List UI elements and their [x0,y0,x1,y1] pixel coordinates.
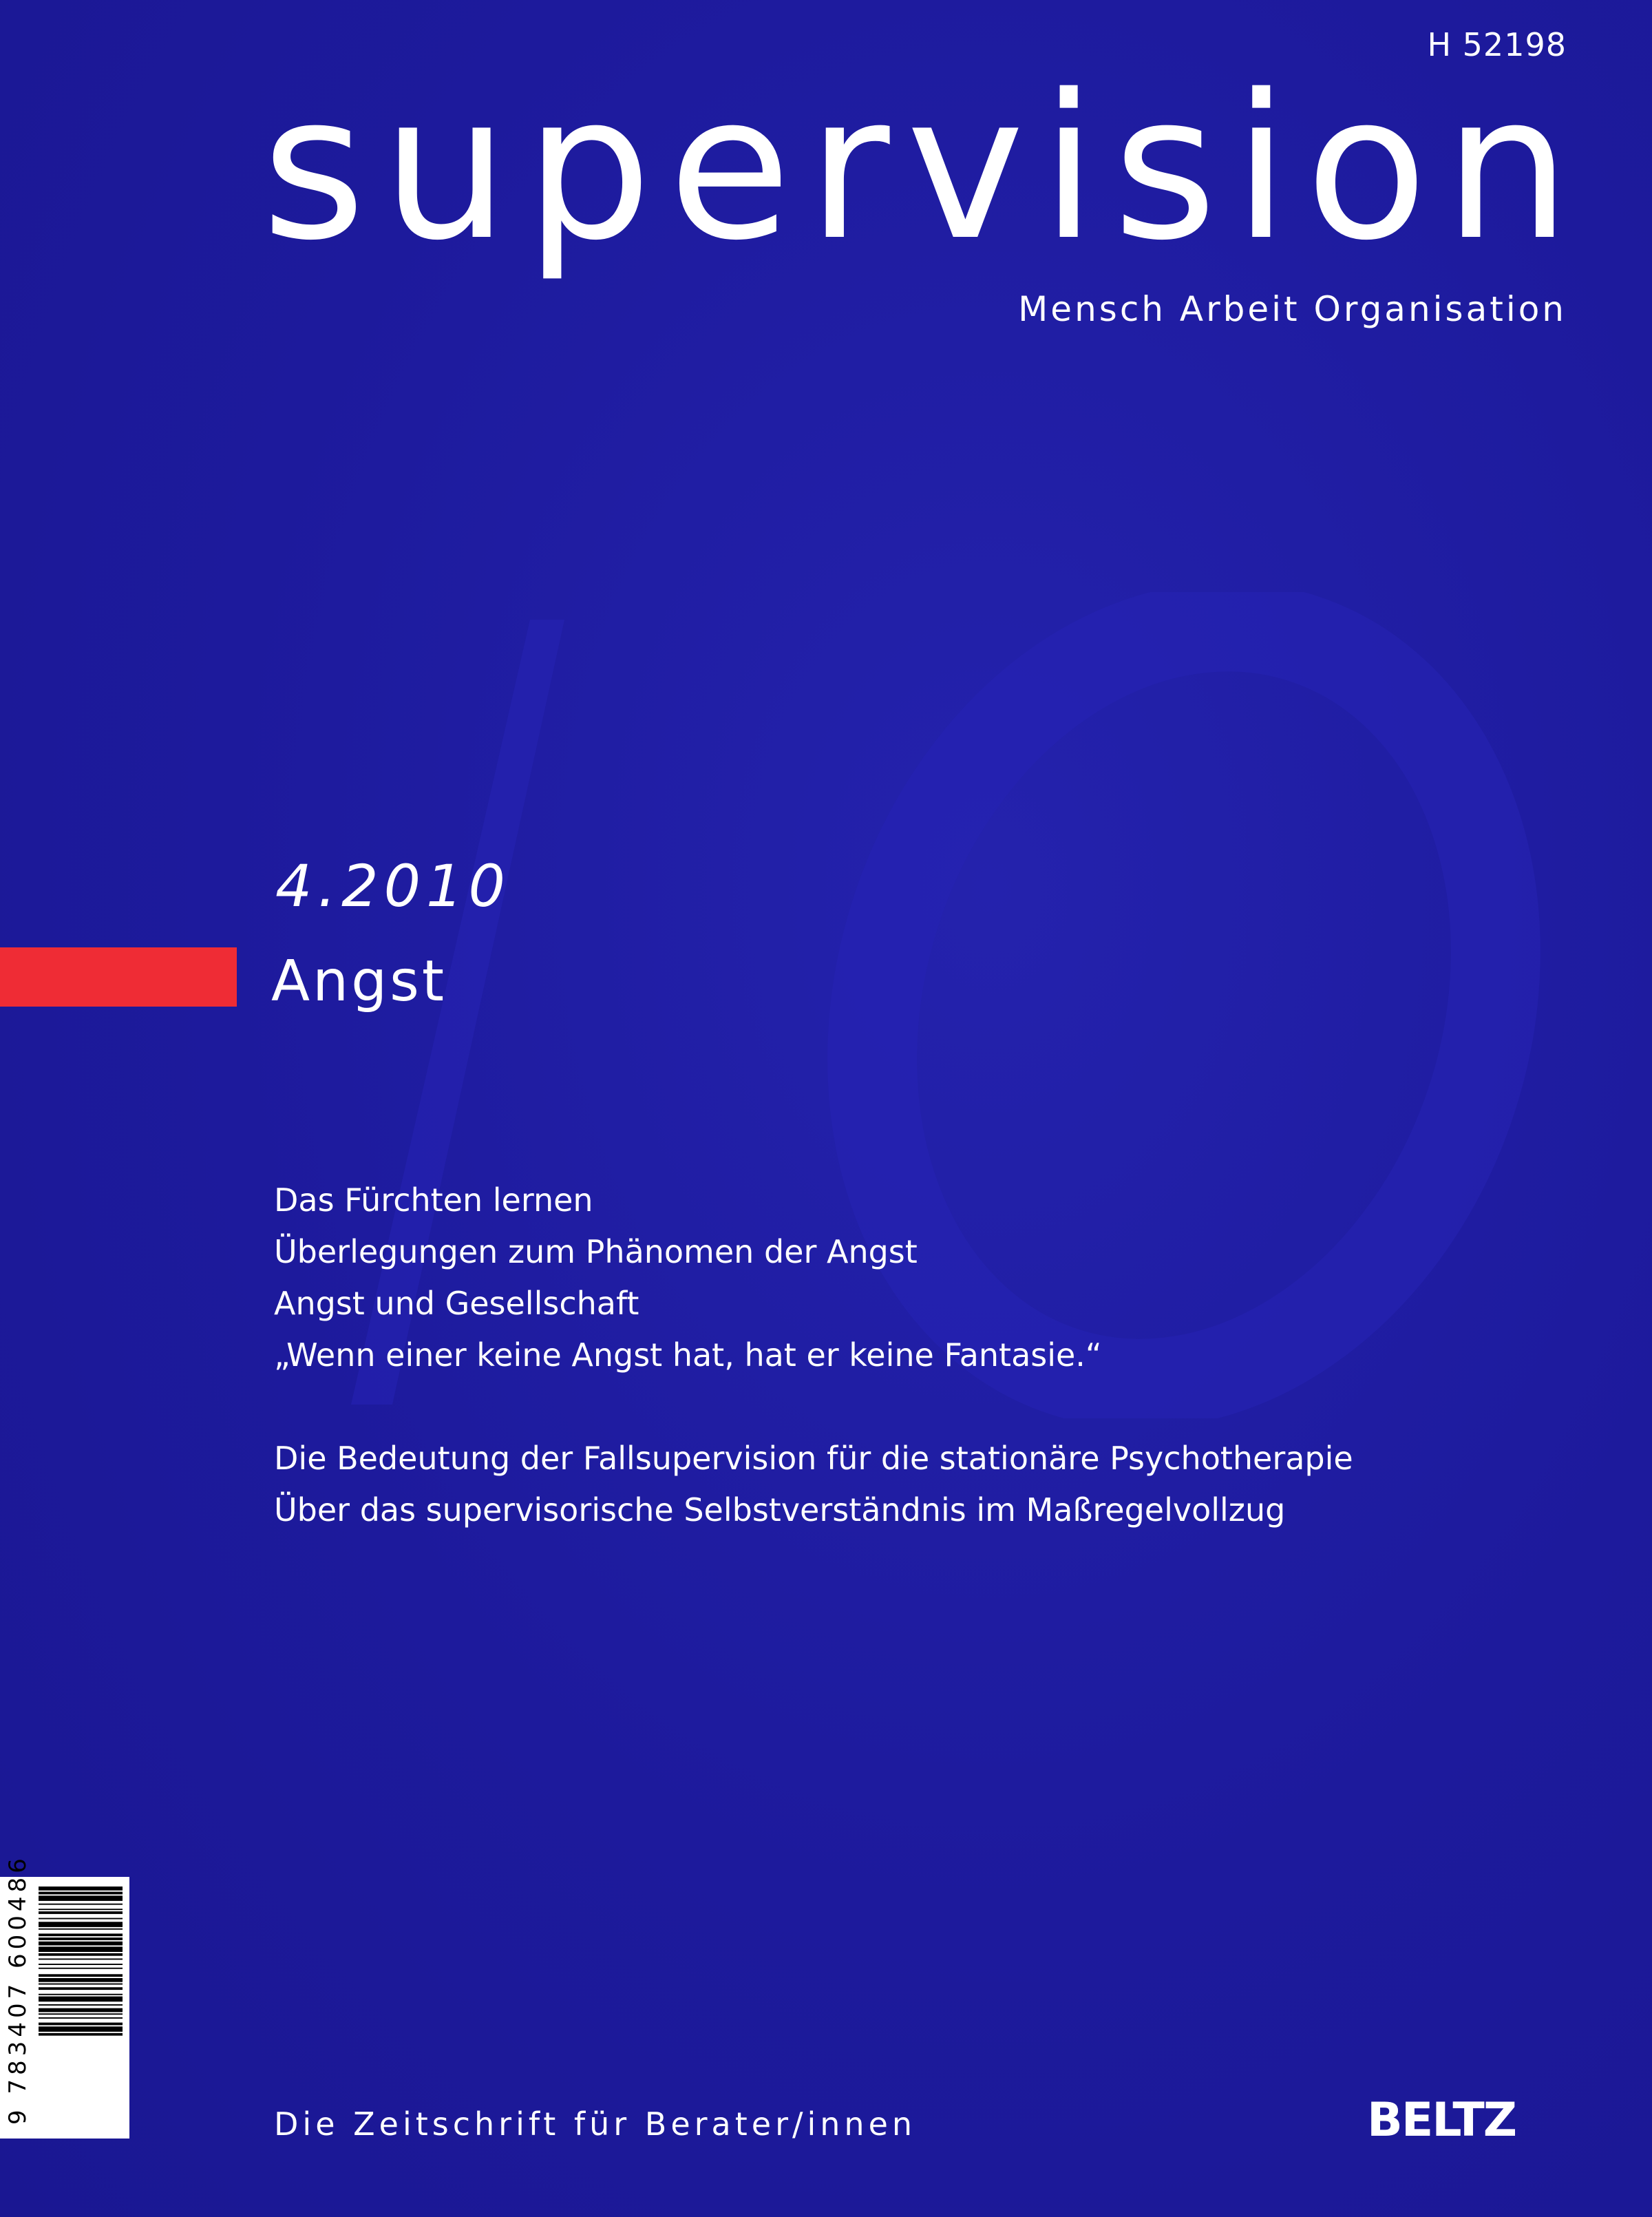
barcode-bar [39,2008,123,2013]
accent-bar [0,947,237,1007]
barcode-bar [39,1987,123,1990]
barcode-bar [39,2017,123,2019]
article-title: Die Bedeutung der Fallsupervision für die stationäre Psychotherapie [274,1440,1353,1477]
article-title: Überlegungen zum Phänomen der Angst [274,1233,918,1270]
barcode-bar [39,1978,123,1982]
barcode [0,1854,129,2139]
barcode-bar [39,1964,123,1965]
barcode-bar [39,2023,123,2026]
barcode-bar [39,1911,123,1914]
barcode-bar [39,2013,123,2015]
magazine-tagline: Die Zeitschrift für Berater/innen [274,2105,917,2143]
barcode-bar [39,1937,123,1940]
article-title: „Wenn einer keine Angst hat, hat er keine Fantasie.“ [274,1336,1102,1374]
barcode-bar [39,1909,123,1910]
barcode-bar [39,1974,123,1977]
barcode-bar [39,1904,123,1905]
barcode-bar [39,1959,123,1960]
barcode-bar [39,1968,123,1969]
barcode-bar [39,1942,123,1946]
issue-number: 4.2010 [275,852,511,920]
issue-theme: Angst [271,949,447,1014]
barcode-bar [39,2004,123,2006]
barcode-bar [39,1984,123,1985]
barcode-bar [39,2033,123,2036]
barcode-bar [39,1946,123,1952]
issn-code: H 52198 [1427,26,1567,63]
article-title: Angst und Gesellschaft [274,1285,639,1322]
barcode-bar [39,1994,123,1995]
barcode-bar [39,2026,123,2032]
article-list [274,1175,1353,1536]
barcode-bar [39,1892,123,1895]
barcode-bar [39,1895,123,1901]
article-spacer [274,1381,1353,1433]
barcode-bar [39,1953,123,1956]
magazine-subtitle: Mensch Arbeit Organisation [1018,289,1567,329]
barcode-bar [39,1918,123,1920]
barcode-bar [39,1933,123,1936]
article-title: Das Fürchten lernen [274,1181,593,1219]
barcode-bar [39,1997,123,2002]
magazine-logo: supervision [262,52,1587,284]
article-title: Über das supervisorische Selbstverständnis im Maßregelvollzug [274,1491,1286,1528]
barcode-bar [39,1929,123,1930]
barcode-bar [39,1887,123,1891]
publisher-logo: BELTZ [1367,2093,1516,2147]
barcode-number: 9 783407 600486 [4,1854,32,2125]
barcode-bar [39,1922,123,1927]
